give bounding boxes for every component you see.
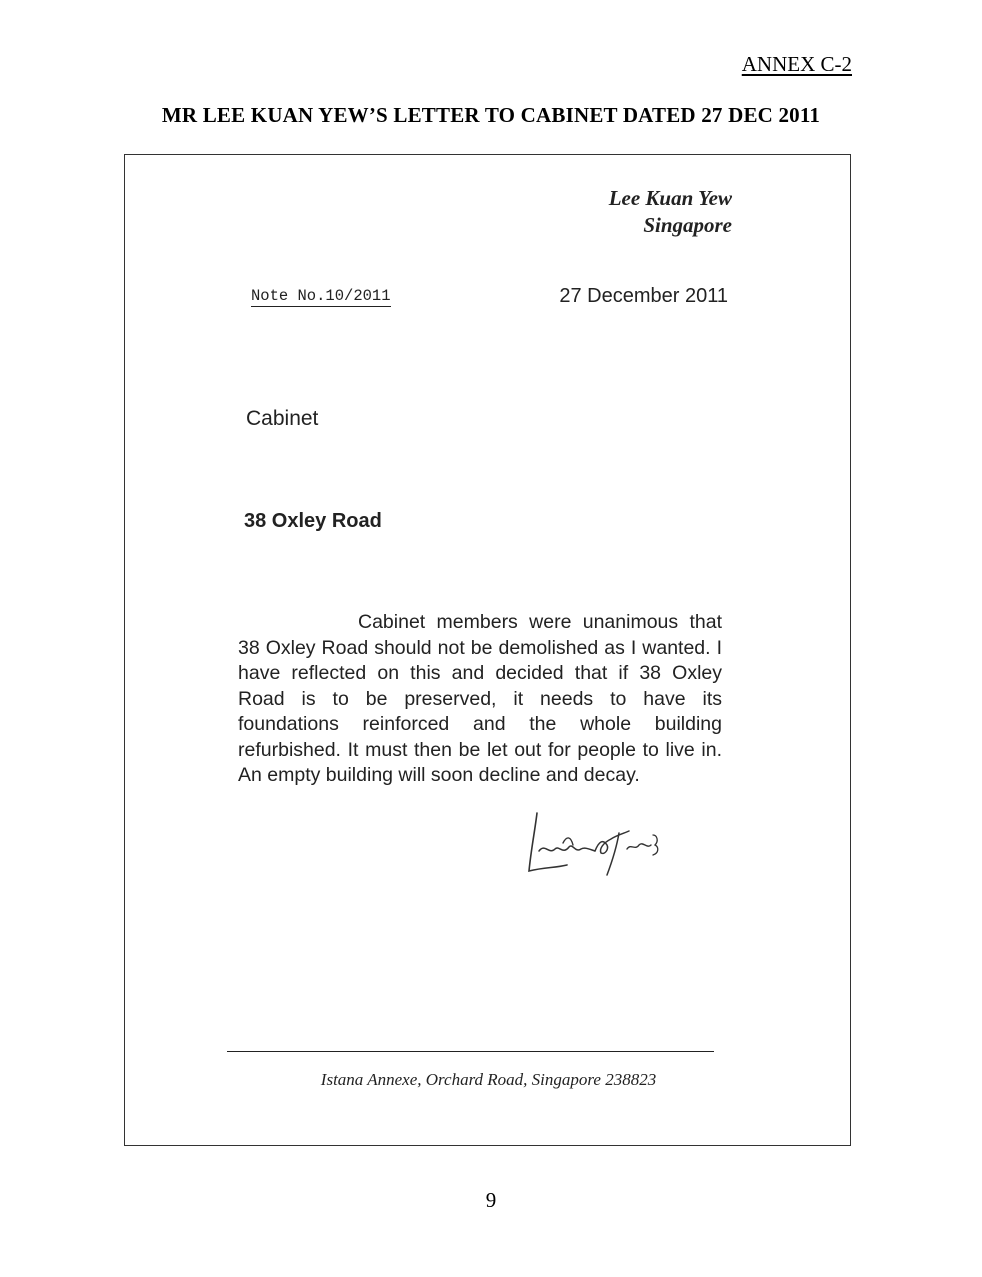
document-title: MR LEE KUAN YEW’S LETTER TO CABINET DATED 27 DEC 2011	[161, 103, 821, 127]
footer-divider	[227, 1051, 714, 1052]
page-number: 9	[485, 1188, 497, 1212]
sender-block	[609, 185, 732, 239]
signature-icon	[515, 805, 675, 885]
letter-frame	[124, 154, 851, 1146]
sender-location: Singapore	[643, 213, 732, 237]
annex-label: ANNEX C-2	[741, 52, 852, 76]
letter-body: Cabinet members were unanimous that 38 Oxley Road should not be demolished as I wanted. I have reflected on this and decided that if 38 Oxley Road is to be preserved, it needs to have its foundations reinforced and the whole building refurbished. It must then be let out for people to live in. An empty building will soon decline and decay.	[238, 611, 722, 786]
letterhead-address: Istana Annexe, Orchard Road, Singapore 238823	[320, 1070, 657, 1089]
letter-date: 27 December 2011	[559, 285, 728, 307]
addressee: Cabinet	[246, 407, 319, 430]
sender-name: Lee Kuan Yew	[608, 186, 732, 210]
note-number: Note No.10/2011	[251, 287, 391, 305]
letter-subject: 38 Oxley Road	[244, 510, 382, 532]
